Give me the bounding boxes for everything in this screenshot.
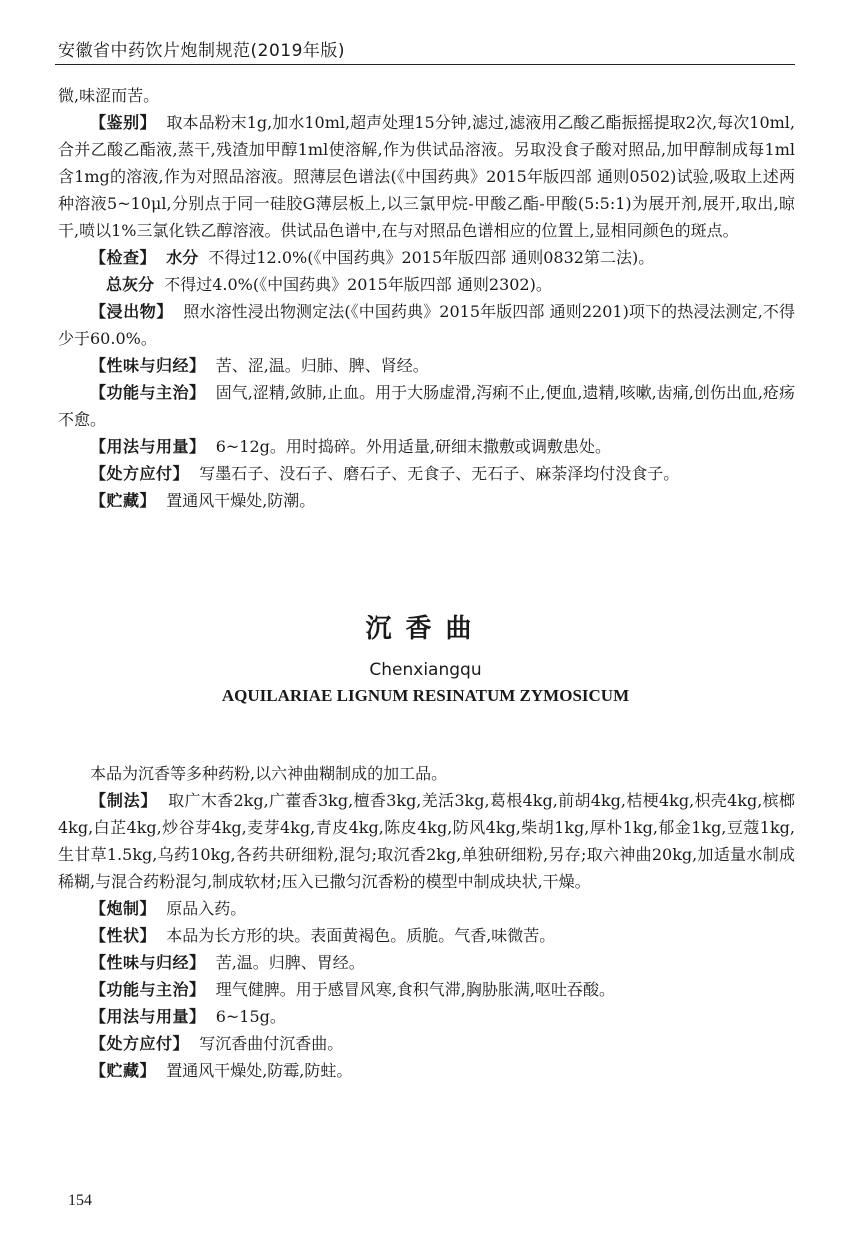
function-paragraph xyxy=(58,976,795,1003)
continuation-paragraph xyxy=(58,82,795,109)
identification-text: 取本品粉末1g,加水10ml,超声处理15分钟,滤过,滤液用乙酸乙酯振摇提取2次,每次10ml,合并乙酸乙酯液,蒸干,残渣加甲醇1ml使溶解,作为供试品溶液。另取没食子酸对照品,加甲醇制成每1ml含1mg的溶液,作为对照品溶液。照薄层色谱法(《中国药典》2015年版四部 通则0502)试验,吸取上述两种溶液5~10μl,分别点于同一硅胶G薄层板上,以三氯甲烷-甲酸乙酯-甲酸(5:5:1)为展开剂,展开,取出,晾干,喷以1%三氯化铁乙醇溶液。供试品色谱中,在与对照品色谱相应的位置上,显相同颜色的斑点。 xyxy=(58,113,795,240)
nature-text: 苦,温。归脾、胃经。 xyxy=(215,953,365,972)
monograph-pinyin: Chenxiangqu xyxy=(369,660,482,680)
preparation-tag: 【制法】 xyxy=(90,791,158,810)
storage-paragraph xyxy=(58,1057,795,1084)
function-text: 理气健脾。用于感冒风寒,食积气滞,胸胁胀满,呕吐吞酸。 xyxy=(215,980,615,999)
function-text: 固气,涩精,敛肺,止血。用于大肠虚滑,泻痢不止,便血,遗精,咳嗽,齿痛,创伤出血,疮疡不愈。 xyxy=(58,383,795,429)
storage-paragraph xyxy=(58,487,795,514)
total-ash-label: 总灰分 xyxy=(106,275,155,294)
moisture-text: 不得过12.0%(《中国药典》2015年版四部 通则0832第二法)。 xyxy=(208,248,655,267)
usage-text: 6~15g。 xyxy=(215,1007,286,1026)
description-text: 本品为长方形的块。表面黄褐色。质脆。气香,味微苦。 xyxy=(166,926,556,945)
storage-text: 置通风干燥处,防潮。 xyxy=(166,491,316,510)
prescription-paragraph xyxy=(58,460,795,487)
running-header-title: 安徽省中药饮片炮制规范(2019年版) xyxy=(58,41,346,61)
prescription-text: 写沉香曲付沉香曲。 xyxy=(199,1034,344,1053)
nature-tag: 【性味与归经】 xyxy=(90,356,206,375)
extract-text: 照水溶性浸出物测定法(《中国药典》2015年版四部 通则2201)项下的热浸法测定,不得少于60.0%。 xyxy=(58,302,795,348)
moisture-label: 水分 xyxy=(166,248,199,267)
previous-entry-section xyxy=(58,82,795,514)
page-number: 154 xyxy=(68,1192,92,1209)
nature-tag: 【性味与归经】 xyxy=(90,953,206,972)
extract-tag: 【浸出物】 xyxy=(90,302,173,321)
header-rule xyxy=(55,64,795,65)
usage-tag: 【用法与用量】 xyxy=(90,437,206,456)
extract-paragraph xyxy=(58,298,795,352)
monograph-section xyxy=(58,760,795,1084)
nature-paragraph xyxy=(58,949,795,976)
monograph-title: 沉香曲 xyxy=(365,614,486,644)
monograph-latin-name: AQUILARIAE LIGNUM RESINATUM ZYMOSICUM xyxy=(221,686,630,705)
continuation-text: 微,味涩而苦。 xyxy=(58,86,160,105)
intro-paragraph xyxy=(58,760,795,787)
description-paragraph xyxy=(58,922,795,949)
processing-paragraph xyxy=(58,895,795,922)
function-tag: 【功能与主治】 xyxy=(90,383,206,402)
storage-text: 置通风干燥处,防霉,防蛀。 xyxy=(166,1061,353,1080)
storage-tag: 【贮藏】 xyxy=(90,491,157,510)
nature-paragraph xyxy=(58,352,795,379)
identification-tag: 【鉴别】 xyxy=(90,113,157,132)
nature-text: 苦、涩,温。归肺、脾、肾经。 xyxy=(215,356,429,375)
processing-tag: 【炮制】 xyxy=(90,899,157,918)
description-tag: 【性状】 xyxy=(90,926,157,945)
storage-tag: 【贮藏】 xyxy=(90,1061,157,1080)
usage-paragraph xyxy=(58,433,795,460)
processing-text: 原品入药。 xyxy=(166,899,247,918)
function-paragraph xyxy=(58,379,795,433)
usage-paragraph xyxy=(58,1003,795,1030)
preparation-text: 取广木香2kg,广藿香3kg,檀香3kg,羌活3kg,葛根4kg,前胡4kg,桔梗4kg,枳壳4kg,槟榔4kg,白芷4kg,炒谷芽4kg,麦芽4kg,青皮4kg,陈皮4kg,防风4kg,柴胡1kg,厚朴1kg,郁金1kg,豆蔻1kg,生甘草1.5kg,乌药10kg,各药共研细粉,混匀;取沉香2kg,单独研细粉,另存;取六神曲20kg,加适量水制成稀糊,与混合药粉混匀,制成软材;压入已撒匀沉香粉的模型中制成块状,干燥。 xyxy=(58,791,795,891)
total-ash-paragraph xyxy=(58,271,795,298)
identification-paragraph xyxy=(58,109,795,244)
usage-text: 6~12g。用时捣碎。外用适量,研细末撒敷或调敷患处。 xyxy=(215,437,611,456)
total-ash-text: 不得过4.0%(《中国药典》2015年版四部 通则2302)。 xyxy=(164,275,552,294)
usage-tag: 【用法与用量】 xyxy=(90,1007,206,1026)
prescription-tag: 【处方应付】 xyxy=(90,1034,190,1053)
prescription-paragraph xyxy=(58,1030,795,1057)
inspection-tag: 【检查】 xyxy=(90,248,157,267)
prescription-tag: 【处方应付】 xyxy=(90,464,190,483)
prescription-text: 写墨石子、没石子、磨石子、无食子、无石子、麻荼泽均付没食子。 xyxy=(199,464,680,483)
inspection-paragraph xyxy=(58,244,795,271)
function-tag: 【功能与主治】 xyxy=(90,980,206,999)
intro-text: 本品为沉香等多种药粉,以六神曲糊制成的加工品。 xyxy=(90,764,448,783)
preparation-paragraph xyxy=(58,787,795,895)
